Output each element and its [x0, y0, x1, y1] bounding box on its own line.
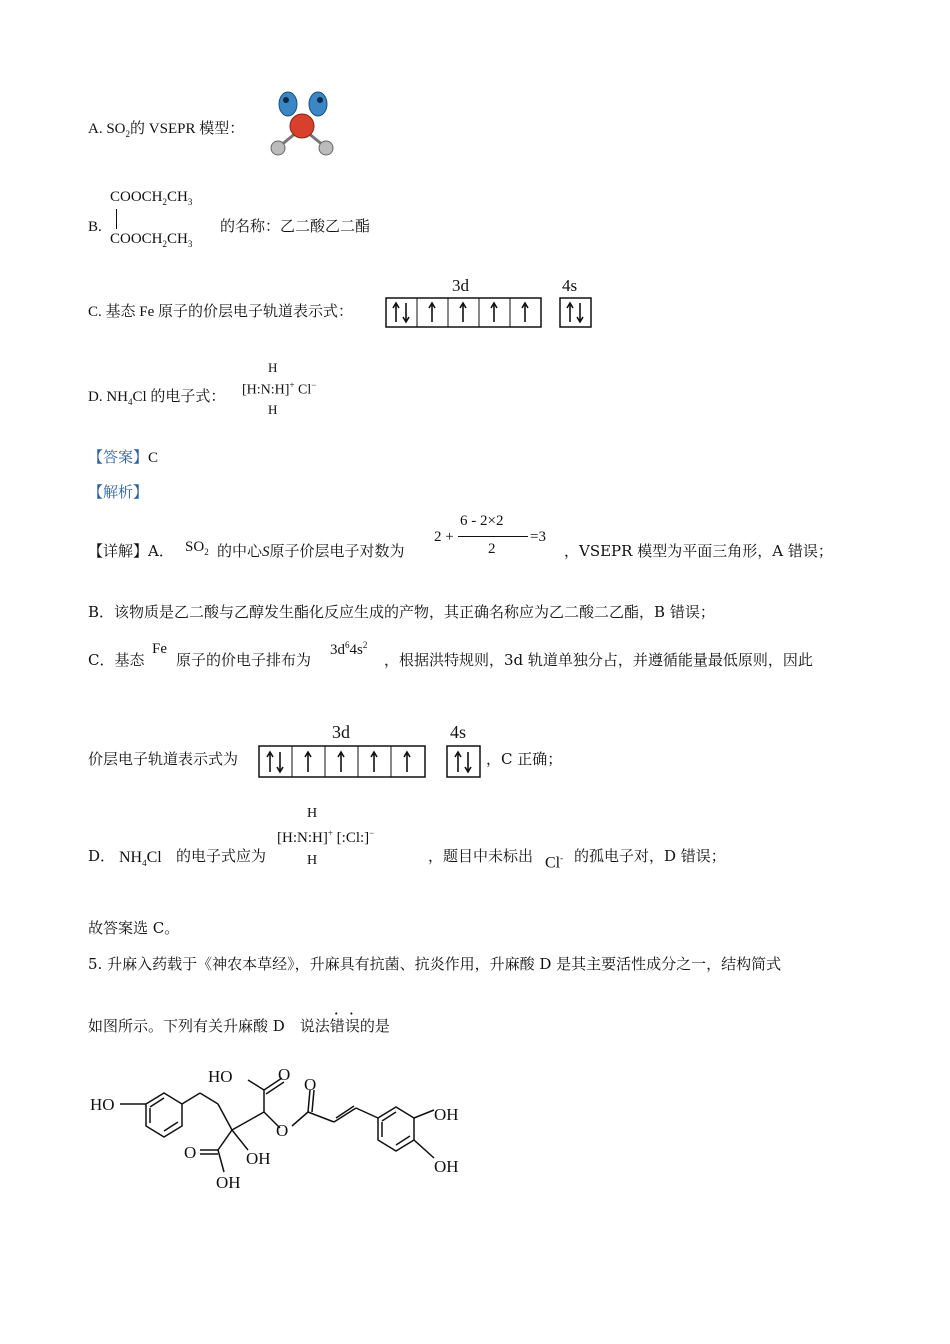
option-d-h-bottom: H	[268, 402, 278, 417]
detail-d-h-bottom: H	[307, 853, 318, 868]
detail-c-mid: 原子的价电子排布为	[176, 651, 312, 669]
orbital-diagram-wrong	[385, 297, 597, 329]
detail-c2-pre: 价层电子轨道表示式为	[88, 750, 239, 768]
detail-c-fe: Fe	[152, 641, 167, 657]
detail-d-mid: 的电子式应为	[176, 847, 267, 865]
option-b-bottom-formula: $COOCH_2CH_3$	[110, 231, 193, 249]
svg-text:O: O	[276, 1121, 289, 1140]
svg-text:HO: HO	[208, 1067, 233, 1086]
detail-eq-denominator: 2	[488, 541, 496, 557]
detail-c-tail: ，根据洪特规则，3d 轨道单独分占，并遵循能量最低原则，因此	[384, 651, 813, 669]
option-d-h-top: H	[268, 360, 278, 375]
option-c-text: C. 基态 Fe 原子的价层电子轨道表示式：	[88, 304, 354, 320]
fraction-bar	[458, 536, 528, 537]
svg-text:OH: OH	[216, 1173, 241, 1192]
detail-d-nh4cl: $NH_4Cl$	[119, 849, 162, 869]
structure-diagram	[88, 1060, 488, 1204]
vsepr-model-image	[262, 88, 342, 164]
detail-c2-4s-label: 4s	[450, 722, 467, 742]
option-a: A. $SO_2$的 VSEPR 模型：	[88, 121, 245, 139]
detail-c-pre: C．基态	[88, 651, 145, 669]
detail-b: B．该物质是乙二酸与乙醇发生酯化反应生成的产物，其正确名称应为乙二酸二乙酯，B 错误；	[88, 603, 715, 621]
detail-d-tail: ，题目中未标出	[428, 847, 534, 865]
q5-line2: 如图所示。下列有关升麻酸 D 说法错误的是	[88, 1017, 390, 1035]
option-d-text: D. $NH_4Cl$ 的电子式：	[88, 389, 226, 407]
bond-line	[116, 209, 117, 229]
orbital-diagram-correct	[258, 745, 484, 779]
svg-text:O: O	[304, 1075, 317, 1094]
option-c-4s-label: 4s	[562, 276, 578, 295]
detail-so2: $SO_2$	[185, 539, 209, 557]
detail-a-tail: ，VSEPR 模型为平面三角形，A 错误；	[564, 542, 833, 560]
detail-eq-numerator: 6 - 2×2	[460, 513, 504, 529]
detail-d-h-top: H	[307, 806, 318, 821]
detail-d-pre: D．	[88, 847, 116, 865]
svg-text:OH: OH	[434, 1105, 459, 1124]
svg-text:OH: OH	[434, 1157, 459, 1176]
detail-c-config: $3d^64s^2$	[330, 640, 368, 658]
q5-line1: 5. 升麻入药载于《神农本草经》，升麻具有抗菌、抗炎作用，升麻酸 D 是其主要活性成分之一，结构简式	[88, 955, 782, 973]
svg-text:OH: OH	[246, 1149, 271, 1168]
svg-text:O: O	[278, 1065, 291, 1084]
option-b-top-formula: $COOCH_2CH_3$	[110, 189, 193, 207]
detail-d-tail2: 的孤电子对，D 错误；	[574, 847, 726, 865]
conclusion: 故答案选 C。	[88, 919, 180, 937]
detail-c2-tail: ，C 正确；	[486, 750, 563, 768]
option-b-label: B.	[88, 219, 102, 235]
option-b-text: 的名称：乙二酸乙二酯	[220, 219, 371, 235]
detail-eq-result: =3	[530, 529, 546, 545]
detail-eq-prefix: 2 +	[434, 529, 454, 545]
svg-text:O: O	[184, 1143, 197, 1162]
detail-a-prefix: 【详解】A．	[88, 542, 174, 560]
detail-c2-3d-label: 3d	[332, 722, 350, 742]
analysis-tag: 【解析】	[88, 483, 149, 501]
detail-d-cl: Cl-	[545, 853, 564, 872]
svg-text:HO: HO	[90, 1095, 115, 1114]
option-c-3d-label: 3d	[452, 276, 469, 295]
answer-line: 【答案】C	[88, 448, 159, 466]
detail-d-electron-formula: [H:N:H]+ [:Cl:]−	[277, 828, 375, 846]
option-d-electron-formula: [H:N:H]+ Cl−	[242, 380, 317, 398]
detail-a-mid: 的中心S原子价层电子对数为	[217, 542, 405, 560]
